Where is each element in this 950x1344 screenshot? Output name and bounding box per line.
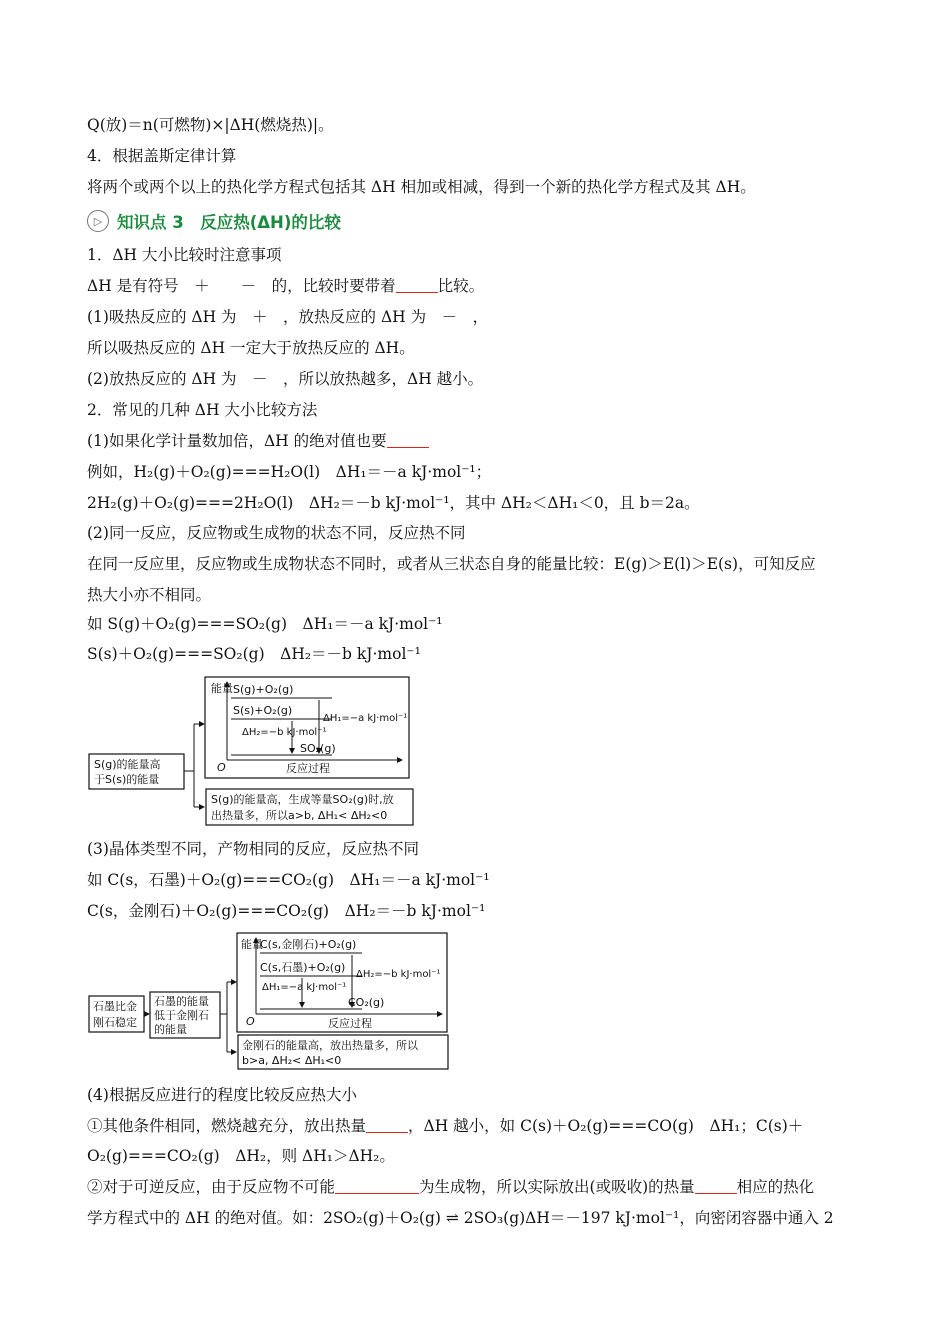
note-line2: 出热量多，所以a>b, ΔH₁< ΔH₂<0 bbox=[211, 809, 388, 822]
carbon-energy-diagram bbox=[86, 930, 456, 1073]
text-line: 在同一反应里，反应物或生成物状态不同时，或者从三状态自身的能量比较：E(g)＞E(l)＞E(s)，可知反应 bbox=[87, 555, 816, 573]
side-box-line1: S(g)的能量高 bbox=[94, 758, 161, 771]
stability-box-line1: 石墨比金 bbox=[93, 1000, 137, 1013]
text-fragment: (1)如果化学计量数加倍，ΔH 的绝对值也要 bbox=[87, 432, 387, 450]
energy-compare-line3: 的能量 bbox=[154, 1023, 187, 1036]
note-line2: b>a, ΔH₂< ΔH₁<0 bbox=[242, 1054, 342, 1067]
text-line: 热大小亦不相同。 bbox=[87, 586, 212, 604]
sulfur-energy-diagram bbox=[86, 674, 421, 829]
level-co2-label: CO₂(g) bbox=[348, 996, 385, 1009]
text-line: (3)晶体类型不同，产物相同的反应，反应热不同 bbox=[87, 840, 419, 858]
energy-compare-line1: 石墨的能量 bbox=[154, 995, 209, 1008]
text-line: (2)放热反应的 ΔH 为 － ，所以放热越多，ΔH 越小。 bbox=[87, 370, 484, 388]
dh1-label: ΔH₁=−a kJ·mol⁻¹ bbox=[323, 713, 408, 724]
energy-compare-line2: 低于金刚石 bbox=[154, 1009, 209, 1022]
note-line1: S(g)的能量高，生成等量SO₂(g)时,放 bbox=[211, 793, 394, 806]
energy-axis-label: 能量 bbox=[241, 938, 263, 951]
level-sg-label: S(g)+O₂(g) bbox=[233, 683, 294, 696]
text-fragment: ②对于可逆反应，由于反应物不可能 bbox=[87, 1178, 336, 1196]
origin-label: O bbox=[217, 761, 226, 774]
origin-label: O bbox=[246, 1015, 255, 1028]
answer-blank[interactable] bbox=[695, 1177, 737, 1194]
note-line1: 金刚石的能量高，放出热量多，所以 bbox=[242, 1039, 418, 1052]
text-line: 如 S(g)＋O₂(g)===SO₂(g) ΔH₁＝－a kJ·mol⁻¹ bbox=[87, 615, 443, 633]
stability-box-line2: 刚石稳定 bbox=[93, 1016, 137, 1029]
text-line: 如 C(s，石墨)＋O₂(g)===CO₂(g) ΔH₁＝－a kJ·mol⁻¹ bbox=[87, 871, 490, 889]
play-circle-icon: ▷ bbox=[87, 210, 109, 232]
answer-blank[interactable] bbox=[335, 1177, 419, 1194]
text-line: 所以吸热反应的 ΔH 一定大于放热反应的 ΔH。 bbox=[87, 339, 415, 357]
level-ss-label: S(s)+O₂(g) bbox=[233, 704, 293, 717]
energy-axis-label: 能量 bbox=[211, 682, 233, 695]
text-line: (1)吸热反应的 ΔH 为 ＋ ，放热反应的 ΔH 为 － ， bbox=[87, 308, 489, 326]
x-axis-label: 反应过程 bbox=[328, 1017, 372, 1030]
text-line: S(s)＋O₂(g)===SO₂(g) ΔH₂＝－b kJ·mol⁻¹ bbox=[87, 645, 421, 663]
text-fragment: ΔH 是有符号 ＋ － 的，比较时要带着 bbox=[87, 277, 396, 295]
dh2-label: ΔH₂=−b kJ·mol⁻¹ bbox=[356, 969, 441, 980]
text-fragment: 比较。 bbox=[437, 277, 485, 295]
text-line bbox=[87, 1176, 814, 1198]
text-fragment: 为生成物，所以实际放出(或吸收)的热量 bbox=[419, 1178, 695, 1196]
text-fragment: 相应的热化 bbox=[736, 1178, 815, 1196]
text-line: 2H₂(g)＋O₂(g)===2H₂O(l) ΔH₂＝－b kJ·mol⁻¹，其中 ΔH₂＜ΔH₁＜0，且 b＝2a。 bbox=[87, 494, 700, 512]
answer-blank[interactable] bbox=[387, 431, 429, 448]
section-title: 2．常见的几种 ΔH 大小比较方法 bbox=[87, 401, 318, 419]
text-line: 例如，H₂(g)＋O₂(g)===H₂O(l) ΔH₁＝－a kJ·mol⁻¹； bbox=[87, 463, 492, 481]
text-fragment: ①其他条件相同，燃烧越充分，放出热量 bbox=[87, 1117, 367, 1135]
text-fragment: ，ΔH 越小，如 C(s)＋O₂(g)===CO(g) ΔH₁；C(s)＋ bbox=[408, 1117, 804, 1135]
dh2-label: ΔH₂=−b kJ·mol⁻¹ bbox=[242, 727, 327, 738]
knowledge-point-heading bbox=[87, 208, 341, 234]
section-title: 1．ΔH 大小比较时注意事项 bbox=[87, 246, 282, 264]
side-box-line2: 于S(s)的能量 bbox=[94, 773, 160, 786]
level-graphite-label: C(s,石墨)+O₂(g) bbox=[260, 961, 346, 974]
text-line: Q(放)＝n(可燃物)×|ΔH(燃烧热)|。 bbox=[87, 116, 334, 134]
text-line bbox=[87, 275, 484, 297]
text-line: 将两个或两个以上的热化学方程式包括其 ΔH 相加或相减，得到一个新的热化学方程式及其 ΔH。 bbox=[87, 178, 756, 196]
text-line: 学方程式中的 ΔH 的绝对值。如：2SO₂(g)＋O₂(g) ⇌ 2SO₃(g)ΔH＝－197 kJ·mol⁻¹，向密闭容器中通入 2 bbox=[87, 1209, 834, 1227]
x-axis-label: 反应过程 bbox=[286, 762, 330, 775]
text-line: (2)同一反应，反应物或生成物的状态不同，反应热不同 bbox=[87, 524, 466, 542]
text-line bbox=[87, 430, 429, 452]
heading-text: 知识点 3 反应热(ΔH)的比较 bbox=[117, 213, 341, 232]
level-so2-label: SO₂(g) bbox=[300, 742, 336, 755]
section-title: 4．根据盖斯定律计算 bbox=[87, 147, 237, 165]
answer-blank[interactable] bbox=[396, 276, 438, 293]
text-line: (4)根据反应进行的程度比较反应热大小 bbox=[87, 1086, 357, 1104]
answer-blank[interactable] bbox=[366, 1116, 408, 1133]
dh1-label: ΔH₁=−a kJ·mol⁻¹ bbox=[262, 982, 347, 993]
text-line: O₂(g)===CO₂(g) ΔH₂，则 ΔH₁＞ΔH₂。 bbox=[87, 1147, 395, 1165]
text-line bbox=[87, 1115, 803, 1137]
text-line: C(s，金刚石)＋O₂(g)===CO₂(g) ΔH₂＝－b kJ·mol⁻¹ bbox=[87, 902, 486, 920]
level-diamond-label: C(s,金刚石)+O₂(g) bbox=[260, 938, 357, 951]
